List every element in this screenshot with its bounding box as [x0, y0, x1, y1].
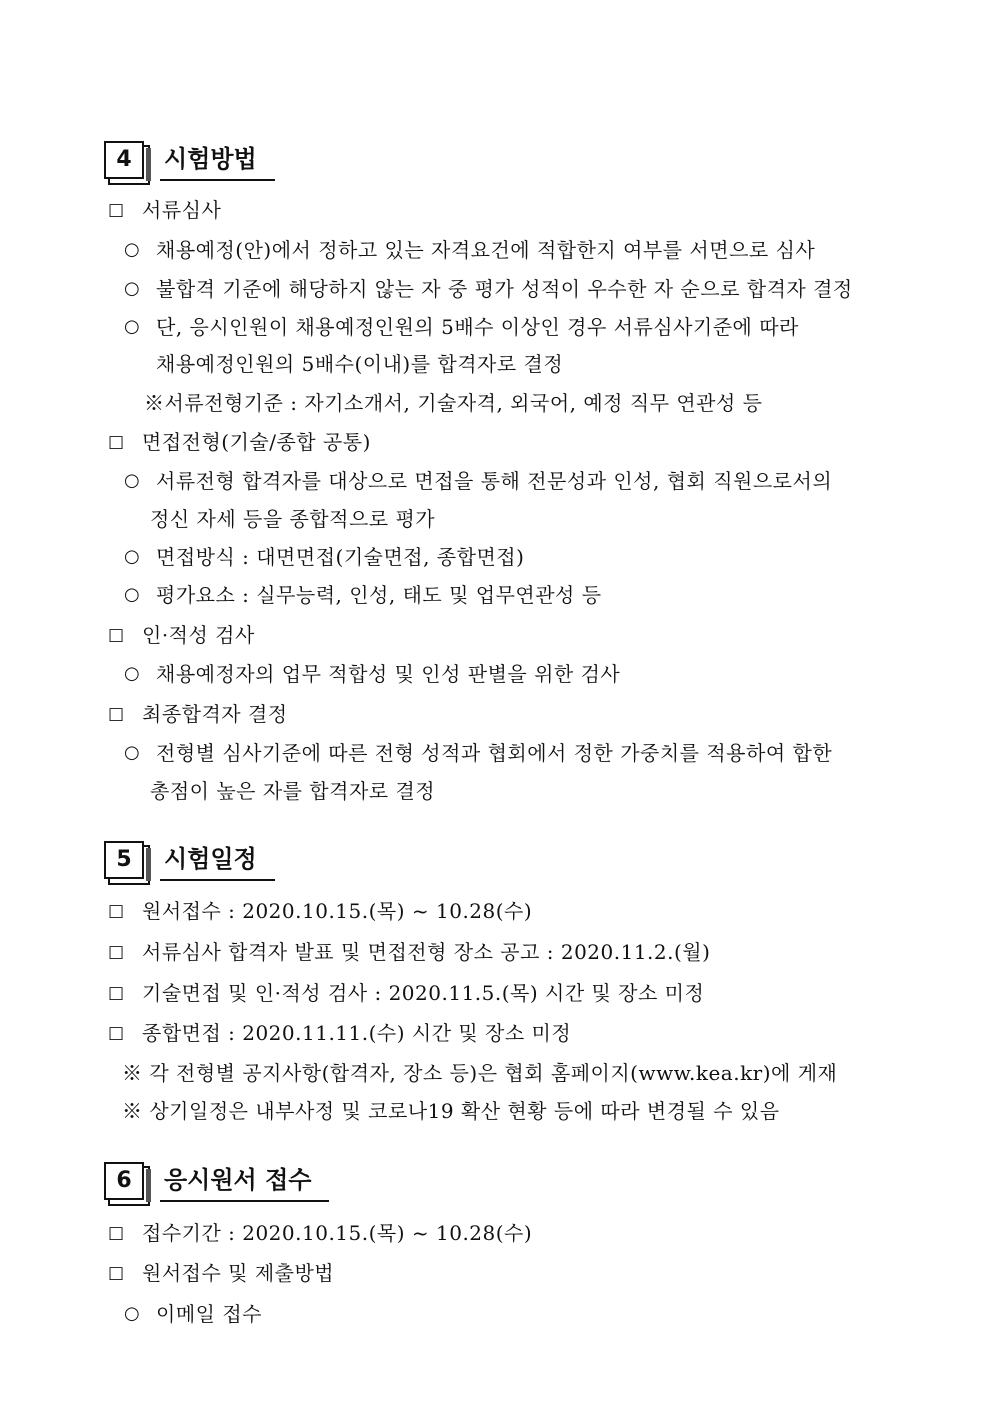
square-bullet-icon: □ — [108, 625, 125, 645]
square-bullet-icon: □ — [108, 432, 125, 452]
section-number-box: 4 — [104, 141, 144, 179]
square-bullet-icon: □ — [108, 1023, 125, 1043]
note-text: ※서류전형기준 : 자기소개서, 기술자격, 외국어, 예정 직무 연관성 등 — [144, 391, 763, 415]
section-title: 시험일정 — [160, 841, 275, 881]
document-page: 4 시험방법 □ 서류심사 ○ 채용예정(안)에서 정하고 있는 자격요건에 적합한지 여부를 서면으로 심사 ○ 불합격 기준에 해당하지 않는 자 중 평가 성적이 우수한 자 순으로 합격자 결정 ○ 단, 응시인원이 채용예정인원의 5배수 이상인 경우 서류심사기준에 따라 채용예정인원의 5배수(이내)를 합격자로 결정 ※서류전형기준 : 자기소개서, 기술자격, 외국어, 예정 직무 연관성 등 □ 면접전형(기술/종합 공통) ○ 서류전형 합격자를 대상으로 면접을 통해 전문성과 인성, 협회 직원으로서의 정신 자세 등을 종합적으로 평가 ○ 면접방식 : 대면면접(기술면접, 종합면접) ○ 평가요소 : 실무능력, 인성, 태도 및 업무연관성 등 □ 인·적성 검사 ○ 채용예정자의 업무 적합성 및 인성 판별을 위한 검사 □ 최종합격자 결정 ○ 전형별 심사기준에 따른 전형 성적과 협회에서 정한 가중치를 적용하여 합한 총점이 높은 자를 합격자로 결정 5 시험일정 □ 원서접수 : 2020.10.15.(목) ~ 10.28(수) □ 서류심사 합격자 발표 및 면접전형 장소 공고 : 2020.11.2.(월) □ 기술면접 및 인·적성 검사 : 2020.11.5.(목) 시간 및 장소 미정 □ 종합면접 : 2020.11.11.(수) 시간 및 장소 미정 ※ 각 전형별 공지사항(합격자, 장소 등)은 협회 홈페이지(www.kea.kr)에 게재 ※ 상기일정은 내부사정 및 코로나19 확산 현황 등에 따라 변경될 수 있음 6 응시원서 접수 □ 접수기간 : 2020.10.15.(목) ~ 10.28(수) □ 원서접수 및 제출방법 ○ 이메일 접수 — [0, 0, 992, 1403]
section-title: 시험방법 — [160, 141, 275, 181]
section-number-box: 5 — [104, 841, 144, 879]
square-bullet-icon: □ — [108, 901, 125, 921]
bullet-continuation: 정신 자세 등을 종합적으로 평가 — [150, 507, 436, 531]
bullet-continuation: 채용예정인원의 5배수(이내)를 합격자로 결정 — [156, 352, 564, 376]
square-bullet-icon: □ — [108, 1263, 125, 1283]
note-text: ※ 각 전형별 공지사항(합격자, 장소 등)은 협회 홈페이지(www.kea.kr)에 게재 — [122, 1061, 838, 1085]
circle-bullet-icon: ○ — [124, 239, 141, 260]
square-bullet-icon: □ — [108, 200, 125, 220]
note-text: ※ 상기일정은 내부사정 및 코로나19 확산 현황 등에 따라 변경될 수 있음 — [122, 1099, 780, 1123]
square-bullet-icon: □ — [108, 704, 125, 724]
circle-bullet-icon: ○ — [124, 316, 141, 337]
circle-bullet-icon: ○ — [124, 546, 141, 567]
circle-bullet-icon: ○ — [124, 663, 141, 684]
circle-bullet-icon: ○ — [124, 584, 141, 605]
circle-bullet-icon: ○ — [124, 278, 141, 299]
square-bullet-icon: □ — [108, 983, 125, 1003]
square-bullet-icon: □ — [108, 1223, 125, 1243]
square-bullet-icon: □ — [108, 942, 125, 962]
section-number-box: 6 — [104, 1162, 144, 1200]
circle-bullet-icon: ○ — [124, 742, 141, 763]
circle-bullet-icon: ○ — [124, 470, 141, 491]
circle-bullet-icon: ○ — [124, 1303, 141, 1324]
bullet-continuation: 총점이 높은 자를 합격자로 결정 — [150, 779, 436, 803]
section-title: 응시원서 접수 — [160, 1162, 329, 1202]
